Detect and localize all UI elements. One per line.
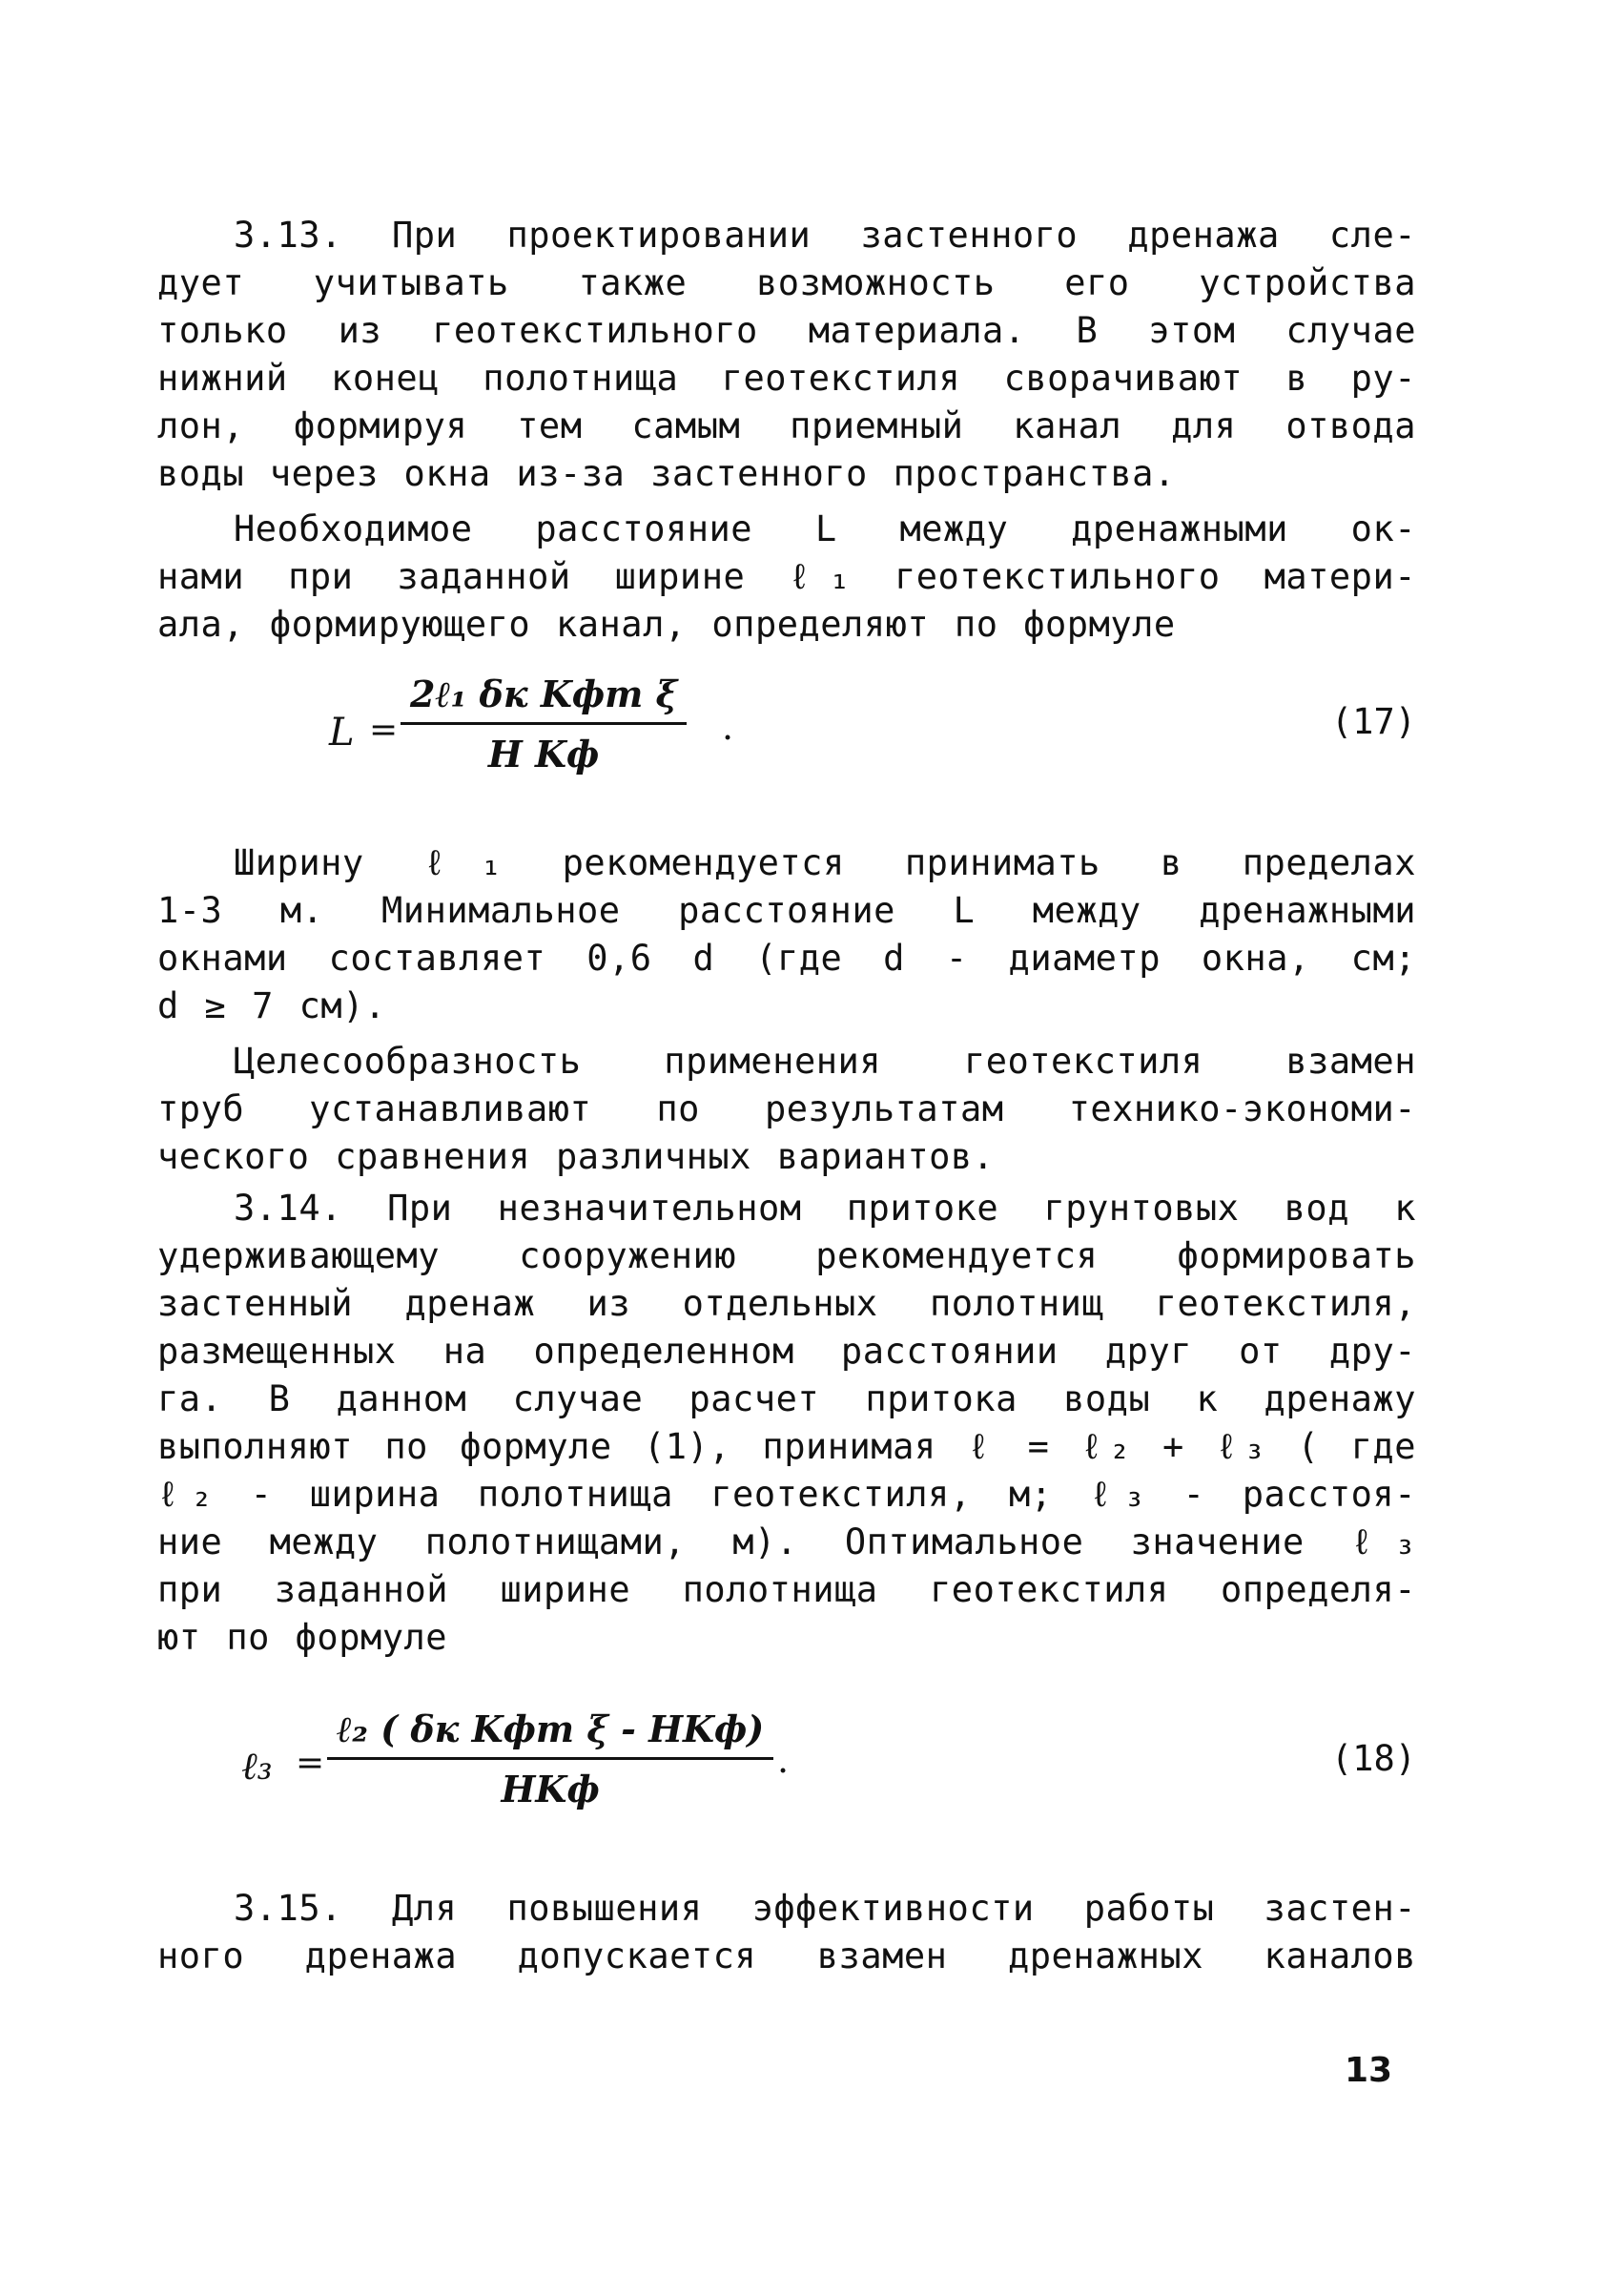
- text-line: ческого сравнения различных вариантов.: [157, 1136, 995, 1177]
- text-line: ние между полотнищами, м). Оптимальное значение ℓ₃: [157, 1521, 1416, 1562]
- text-line: только из геотекстильного материала. В этом случае: [157, 310, 1416, 351]
- formula-18: [157, 1707, 1416, 1851]
- text-line: 1-3 м. Минимальное расстояние L между дренажными: [157, 890, 1416, 931]
- formula-lhs: ℓ₃: [241, 1745, 273, 1789]
- formula-lhs: L: [329, 711, 355, 755]
- formula-numerator: 2ℓ₁ δк Kфт ξ: [401, 672, 687, 725]
- text-line: дует учитывать также возможность его устройства: [157, 262, 1416, 303]
- formula-denominator: HKф: [501, 1768, 600, 1810]
- equation-number: (18): [1330, 1738, 1416, 1779]
- formula-numerator: ℓ₂ ( δк Kфт ξ - HKф): [327, 1707, 773, 1760]
- text-line: при заданной ширине полотнища геотекстиля определя-: [157, 1569, 1416, 1610]
- equation-number: (17): [1330, 701, 1416, 742]
- text-line: удерживающему сооружению рекомендуется формировать: [157, 1235, 1416, 1276]
- paragraph-feasibility: [157, 1038, 1416, 1181]
- formula-fraction: [327, 1707, 773, 1810]
- text-line: Необходимое расстояние L между дренажными ок-: [234, 508, 1416, 549]
- paragraph-3-15: [157, 1885, 1416, 1980]
- paragraph-distance: [157, 506, 1416, 649]
- text-line: d ≥ 7 см).: [157, 985, 386, 1026]
- text-line: нижний конец полотнища геотекстиля сворачивают в ру-: [157, 358, 1416, 399]
- text-line: нами при заданной ширине ℓ₁ геотекстильного матери-: [157, 556, 1416, 597]
- formula-fraction: [401, 672, 687, 776]
- text-line: выполняют по формуле (1), принимая ℓ = ℓ₂ + ℓ₃ ( где: [157, 1426, 1416, 1467]
- text-line: воды через окна из-за застенного пространства.: [157, 453, 1176, 494]
- text-line: труб устанавливают по результатам технико-экономи-: [157, 1088, 1416, 1129]
- formula-end-mark: .: [722, 706, 734, 748]
- text-line: 3.14. При незначительном притоке грунтовых вод к: [234, 1188, 1416, 1229]
- formula-equals: =: [369, 711, 399, 750]
- formula-equals: =: [296, 1744, 325, 1783]
- text-line: лон, формируя тем самым приемный канал для отвода: [157, 405, 1416, 446]
- paragraph-3-14: [157, 1185, 1416, 1662]
- text-line: Целесообразность применения геотекстиля взамен: [234, 1041, 1416, 1082]
- text-line: ют по формуле: [157, 1617, 448, 1658]
- paragraph-3-13: [157, 212, 1416, 498]
- text-line: ного дренажа допускается взамен дренажных каналов: [157, 1935, 1416, 1976]
- text-line: застенный дренаж из отдельных полотнищ геотекстиля,: [157, 1283, 1416, 1324]
- formula-17: [157, 672, 1416, 816]
- text-line: окнами составляет 0,6 d (где d - диаметр окна, см;: [157, 938, 1416, 979]
- text-line: 3.15. Для повышения эффективности работы застен-: [234, 1888, 1416, 1929]
- text-line: га. В данном случае расчет притока воды к дренажу: [157, 1378, 1416, 1419]
- paragraph-width: [157, 839, 1416, 1030]
- text-line: размещенных на определенном расстоянии друг от дру-: [157, 1331, 1416, 1372]
- formula-end-mark: .: [777, 1739, 790, 1781]
- text-line: 3.13. При проектировании застенного дренажа сле-: [234, 215, 1416, 256]
- formula-denominator: H Kф: [487, 733, 600, 776]
- page-number: 13: [1345, 2051, 1393, 2090]
- text-line: ала, формирующего канал, определяют по формуле: [157, 604, 1176, 645]
- text-line: Ширину ℓ₁ рекомендуется принимать в пределах: [234, 842, 1416, 883]
- text-line: ℓ₂ - ширина полотнища геотекстиля, м; ℓ₃ - расстоя-: [157, 1474, 1416, 1515]
